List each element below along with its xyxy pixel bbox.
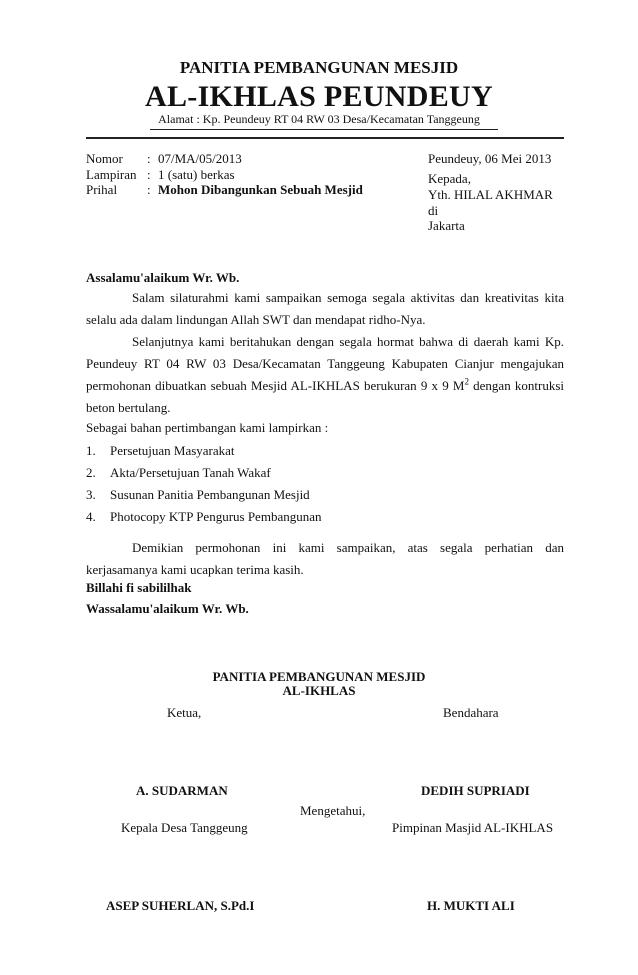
nomor-value: 07/MA/05/2013 xyxy=(158,151,242,166)
paragraph-request-text-b: dengan kontruksi beton bertulang. xyxy=(86,378,564,415)
recipient-city: Jakarta xyxy=(428,218,465,233)
greeting: Assalamu'alaikum Wr. Wb. xyxy=(86,270,240,285)
billahi-line: Billahi fi sabililhak xyxy=(86,580,192,595)
paragraph-opening xyxy=(86,287,564,331)
recipient-di: di xyxy=(428,203,439,218)
lampiran-label: Lampiran xyxy=(86,167,137,182)
attachment-item: Susunan Panitia Pembangunan Mesjid xyxy=(110,487,310,502)
lampiran-colon: : xyxy=(147,167,151,182)
kepala-desa-title: Kepala Desa Tanggeung xyxy=(121,820,248,835)
pimpinan-title: Pimpinan Masjid AL-IKHLAS xyxy=(392,820,554,835)
letterhead-rule-thick xyxy=(86,137,564,139)
letterhead-committee: PANITIA PEMBANGUNAN MESJID xyxy=(179,58,459,77)
paragraph-closing-text: Demikian permohonan ini kami sampaikan, atas segala perhatian dan kerjasamanya kami ucapkan terima kasih. xyxy=(86,540,564,577)
recipient-name: Yth. HILAL AKHMAR xyxy=(428,187,553,202)
paragraph-request-text-a: Selanjutnya kami beritahukan dengan segala hormat bahwa di daerah kami Kp. Peundeuy RT 04 RW 03 Desa/Kecamatan Tanggeung Kabupaten Cianjur mengajukan permohonan dibuatkan sebuah Mesjid AL-IKHLAS berukuran 9 x 9 M xyxy=(86,334,564,393)
attachment-number: 4. xyxy=(86,509,96,524)
bendahara-title: Bendahara xyxy=(443,705,499,720)
kepala-desa-name: ASEP SUHERLAN, S.Pd.I xyxy=(106,898,255,913)
recipient-kepada: Kepada, xyxy=(428,171,471,186)
letterhead-rule-thin xyxy=(150,129,498,130)
date-line: Peundeuy, 06 Mei 2013 xyxy=(428,151,552,166)
prihal-label: Prihal xyxy=(86,182,118,197)
prihal-value: Mohon Dibangunkan Sebuah Mesjid xyxy=(158,182,363,197)
attachment-number: 2. xyxy=(86,465,96,480)
paragraph-opening-text: Salam silaturahmi kami sampaikan semoga segala aktivitas dan kreativitas kita selalu ada dalam lindungan Allah SWT dan mendapat ridho-Nya. xyxy=(86,290,564,327)
pimpinan-name: H. MUKTI ALI xyxy=(427,898,515,913)
nomor-colon: : xyxy=(147,151,151,166)
signature-committee-line2: AL-IKHLAS xyxy=(282,683,356,698)
lampiran-value: 1 (satu) berkas xyxy=(158,167,235,182)
attachments-intro: Sebagai bahan pertimbangan kami lampirkan : xyxy=(86,420,329,435)
ketua-name: A. SUDARMAN xyxy=(136,783,228,798)
attachment-item: Akta/Persetujuan Tanah Wakaf xyxy=(110,465,271,480)
mengetahui-label: Mengetahui, xyxy=(300,803,366,818)
ketua-title: Ketua, xyxy=(167,705,202,720)
attachment-item: Photocopy KTP Pengurus Pembangunan xyxy=(110,509,322,524)
signature-committee-line1: PANITIA PEMBANGUNAN MESJID xyxy=(212,669,426,684)
wassalam-line: Wassalamu'alaikum Wr. Wb. xyxy=(86,601,249,616)
attachment-number: 3. xyxy=(86,487,96,502)
letterhead-address: Alamat : Kp. Peundeuy RT 04 RW 03 Desa/Kecamatan Tanggeung xyxy=(158,112,480,126)
attachment-item: Persetujuan Masyarakat xyxy=(110,443,235,458)
paragraph-closing xyxy=(86,537,564,581)
prihal-colon: : xyxy=(147,182,151,197)
superscript-square: 2 xyxy=(464,376,469,387)
paragraph-request xyxy=(86,331,564,419)
letterhead-mosque-name: AL-IKHLAS PEUNDEUY xyxy=(145,80,493,113)
attachment-number: 1. xyxy=(86,443,96,458)
bendahara-name: DEDIH SUPRIADI xyxy=(421,783,530,798)
nomor-label: Nomor xyxy=(86,151,123,166)
